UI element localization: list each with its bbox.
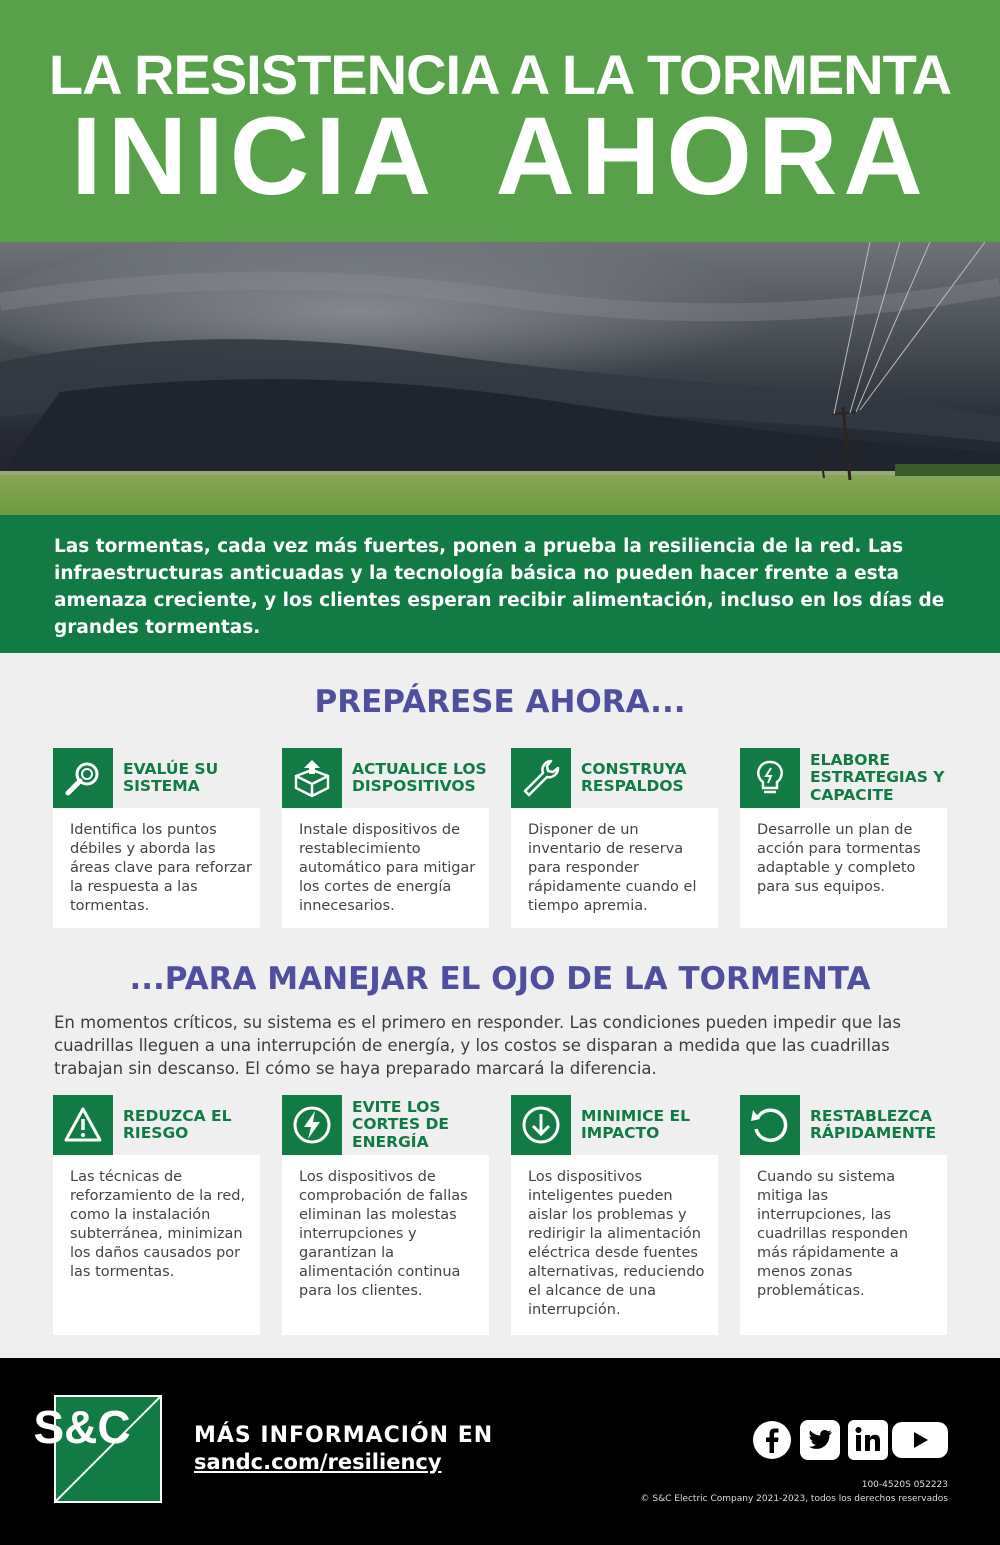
linkedin-icon[interactable] bbox=[848, 1420, 888, 1460]
card-header bbox=[53, 1095, 260, 1155]
card-title: ELABORE ESTRATEGIAS Y CAPACITE bbox=[810, 750, 945, 804]
card-body: Los dispositivos de comprobación de fallas eliminan las molestas interrupciones y garantizan la alimentación continua para los clientes. bbox=[282, 1155, 489, 1335]
header-banner bbox=[0, 0, 1000, 242]
lightbulb-icon bbox=[740, 748, 800, 808]
wrench-icon bbox=[511, 748, 571, 808]
card-header bbox=[53, 748, 260, 808]
card-body: Los dispositivos inteligentes pueden aislar los problemas y redirigir la alimentación eléctrica desde fuentes alternativas, reduciendo el alcance de una interrupción. bbox=[511, 1155, 718, 1335]
intro-banner bbox=[0, 515, 1000, 653]
card-body: Desarrolle un plan de acción para tormentas adaptable y completo para sus equipos. bbox=[740, 808, 947, 928]
social-links bbox=[752, 1420, 948, 1460]
card-title: REDUZCA EL RIESGO bbox=[123, 1106, 232, 1142]
more-info-label: MÁS INFORMACIÓN EN bbox=[194, 1423, 494, 1448]
card-header bbox=[740, 1095, 947, 1155]
intro-text: Las tormentas, cada vez más fuertes, ponen a prueba la resiliencia de la red. Las infraestructuras anticuadas y la tecnología básica no pueden hacer frente a esta amenaza creciente, y los clientes esperan recibir alimentación, incluso en los días de grandes tormentas. bbox=[54, 536, 945, 638]
storm-photo bbox=[0, 242, 1000, 515]
footer bbox=[0, 1358, 1000, 1545]
card-header bbox=[740, 748, 947, 808]
title-line-1: LA RESISTENCIA A LA TORMENTA bbox=[48, 43, 952, 106]
card-body: Las técnicas de reforzamiento de la red, como la instalación subterránea, minimizan los daños causados por las tormentas. bbox=[53, 1155, 260, 1335]
document-number: 100-4520S 052223 bbox=[861, 1480, 948, 1490]
arrow-down-circle-icon bbox=[511, 1095, 571, 1155]
copyright: © S&C Electric Company 2021-2023, todos los derechos reservados bbox=[640, 1494, 948, 1504]
warning-icon bbox=[53, 1095, 113, 1155]
card-title: MINIMICE EL IMPACTO bbox=[581, 1106, 690, 1142]
facebook-icon[interactable] bbox=[752, 1420, 792, 1460]
sc-logo bbox=[33, 1395, 162, 1503]
power-bolt-icon bbox=[282, 1095, 342, 1155]
manage-section-title: ...PARA MANEJAR EL OJO DE LA TORMENTA bbox=[129, 961, 871, 997]
restore-icon bbox=[740, 1095, 800, 1155]
manage-paragraph: En momentos críticos, su sistema es el primero en responder. Las condiciones pueden impedir que las cuadrillas lleguen a una interrupción de energía, y los costos se disparan a medida que las cuadrillas trabajan sin descanso. El cómo se haya preparado marcará la diferencia. bbox=[54, 1013, 901, 1078]
magnifier-icon bbox=[53, 748, 113, 808]
card-body: Instale dispositivos de restablecimiento automático para mitigar los cortes de energía innecesarios. bbox=[282, 808, 489, 928]
card-header bbox=[282, 748, 489, 808]
device-upgrade-icon bbox=[282, 748, 342, 808]
twitter-icon[interactable] bbox=[800, 1420, 840, 1460]
card-header bbox=[511, 748, 718, 808]
resiliency-link[interactable]: sandc.com/resiliency bbox=[194, 1450, 442, 1474]
card-header bbox=[511, 1095, 718, 1155]
card-title: EVITE LOS CORTES DE ENERGÍA bbox=[352, 1097, 449, 1151]
card-title: ACTUALICE LOS DISPOSITIVOS bbox=[352, 759, 487, 795]
card-title: RESTABLEZCA RÁPIDAMENTE bbox=[810, 1106, 937, 1142]
card-title: EVALÚE SU SISTEMA bbox=[123, 759, 219, 795]
youtube-icon[interactable] bbox=[892, 1420, 948, 1460]
prepare-section-title: PREPÁRESE AHORA... bbox=[314, 684, 686, 720]
logo-mark: S&C bbox=[33, 1401, 131, 1453]
card-header bbox=[282, 1095, 489, 1155]
title-line-2: INICIA AHORA bbox=[71, 95, 929, 218]
card-title: CONSTRUYA RESPALDOS bbox=[581, 759, 687, 795]
card-body: Cuando su sistema mitiga las interrupciones, las cuadrillas responden más rápidamente a menos zonas problemáticas. bbox=[740, 1155, 947, 1335]
card-body: Identifica los puntos débiles y aborda las áreas clave para reforzar la respuesta a las tormentas. bbox=[53, 808, 260, 928]
card-body: Disponer de un inventario de reserva para responder rápidamente cuando el tiempo apremia. bbox=[511, 808, 718, 928]
